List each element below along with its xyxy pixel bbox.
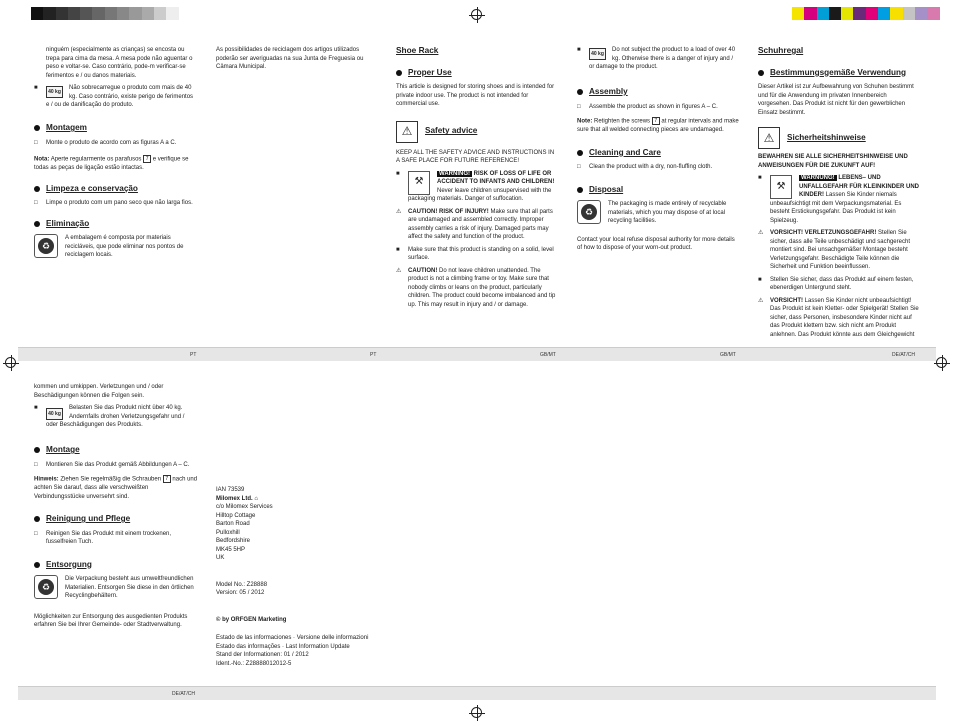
warning-badge: WARNUNG! bbox=[801, 175, 835, 181]
bullet-icon bbox=[34, 186, 40, 192]
weight-40kg-icon: 40 kg bbox=[46, 408, 63, 420]
color-swatch bbox=[804, 7, 816, 20]
color-calibration-bar-left bbox=[31, 7, 179, 20]
gb-note: Note: Retighten the screws 7 at regular intervals and make sure that all welded connecting pieces are undamaged. bbox=[577, 118, 739, 134]
registration-mark-left bbox=[5, 357, 16, 368]
list-item: ⚠ CAUTION! RISK OF INJURY! Make sure that all parts are undamaged and assembled correctly. Improper assembly carries a risk of injury. Damaged parts may affect the safety and function of the product. bbox=[396, 208, 553, 240]
color-swatch bbox=[154, 7, 166, 20]
pt-overload-item: ■ 40 kg Não sobrecarregue o produto com mais de 40 kg. Caso contrário, existe perigo de ferimentos e / ou de danificação do produto. bbox=[34, 85, 194, 108]
color-calibration-bar-right bbox=[792, 7, 940, 20]
registration-mark-bottom bbox=[471, 707, 482, 718]
bullet-icon bbox=[577, 187, 583, 193]
color-swatch bbox=[142, 7, 154, 20]
bullet-icon bbox=[34, 447, 40, 453]
list-item: ⚠ VORSICHT! Lassen Sie Kinder nicht unbeaufsichtigt! Das Produkt ist kein Kletter- oder Spielgerät! Stellen Sie sicher, dass Personen, insbesondere Kinder nicht auf das Produkt klettern bzw. sich nicht am Produkt anlehnen. Das Produkt könnte aus dem Gleichgewicht bbox=[758, 297, 919, 338]
color-swatch bbox=[117, 7, 129, 20]
color-swatch bbox=[129, 7, 141, 20]
page-footer-band-bottom bbox=[18, 686, 936, 700]
color-swatch bbox=[853, 7, 865, 20]
address-line: MK45 5HP bbox=[216, 546, 246, 553]
screw-icon: 7 bbox=[652, 117, 660, 125]
de-overload-item: ■ 40 kg Belasten Sie das Produkt nicht über 40 kg. Andernfalls drohen Verletzungsgefahr und / oder Beschädigungen des Produkts. bbox=[34, 405, 185, 428]
section-heading: Montage bbox=[34, 446, 198, 455]
imprint: IAN 73539 Milomex Ltd. ⌂ c/o Milomex Services Hilltop Cottage Barton Road Pulloxhill Bedfordshire MK45 5HP UK Model No.: Z28888 Version: 05 / 2012 © by ORFGEN Marketing Estado de las informaciones · Versione delle informazioni Estado das informações · Last Information Update Stand der Informationen: 01 / 2012 Ident.-No.: Z28888012012-5 bbox=[216, 486, 386, 668]
color-swatch bbox=[68, 7, 80, 20]
column-gb-2: ■ 40 kg Do not subject the product to a load of over 40 kg. Otherwise there is a danger of injury and / or damage to the product. Assembly □ Assemble the product as shown in figures A – C. Note: Retighten the screws 7 at regular intervals and make sure that all welded connecting pieces are undamaged. Cleaning and Care □ Clean the product with a dry, non-fluffing cloth. Disposal ♻ The packaging is made entirely of recyclable materials, which you may dispose of at local recycling facilities. Contact your local refuse disposal authority for more details of how to dispose of your worn-out product. bbox=[577, 47, 739, 252]
pt-recycling-block: ♻ A embalagem é composta por materiais recicláveis, que pode eliminar nos pontos de reciclagem locais. bbox=[34, 234, 198, 260]
column-de-2: kommen und umkippen. Verletzungen und / oder Beschädigungen können die Folgen sein. ■ 40 kg Belasten Sie das Produkt nicht über 40 kg. Andernfalls drohen Verletzungsgefahr und / oder Beschädigungen des Produkts. Montage □ Montieren Sie das Produkt gemäß Abbildungen A – C. Hinweis: Ziehen Sie regelmäßig die Schrauben 7 nach und achten Sie darauf, dass alle verschweißten Verbindungsstücke unversehrt sind. Reinigung und Pflege □ Reinigen Sie das Produkt mit einem trockenen, fusselfreien Tuch. Entsorgung ♻ Die Verpackung besteht aus umweltfreundlichen Materialien. Entsorgen Sie diese in den örtlichen Recyclingbehältern. Möglichkeiten zur Entsorgung des ausgedienten Produkts erfahren Sie bei Ihrer Gemeinde- oder Stadtverwaltung. bbox=[34, 384, 198, 629]
list-item: □ Monte o produto de acordo com as figuras A a C. bbox=[34, 139, 177, 146]
bullet-icon bbox=[34, 125, 40, 131]
section-heading: Entsorgung bbox=[34, 561, 198, 570]
registration-mark-top bbox=[471, 9, 482, 20]
section-heading: Montagem bbox=[34, 124, 198, 133]
safety-heading: ⚠ Sicherheitshinweise bbox=[758, 127, 920, 149]
page-footer-band-top bbox=[18, 347, 936, 361]
column-de-1: Schuhregal Bestimmungsgemäße Verwendung Dieser Artikel ist zur Aufbewahrung von Schuhen bestimmt und für die Anwendung im privaten Innenbereich vorgesehen. Das Produkt ist nicht für den gewerblichen Einsatz bestimmt. ⚠ Sicherheitshinweise BEWAHREN SIE ALLE SICHERHEITSHINWEISE UND ANWEISUNGEN FÜR DIE ZUKUNFT AUF! ■ ⚒ WARNUNG! LEBENS– UND UNFALLGEFAHR FÜR KLEINKINDER UND KINDER! Lassen Sie Kinder niemals unbeaufsichtigt mit dem Verpackungsmaterial. Es besteht Erstickungsgefahr. Das Produkt ist kein Spielzeug. ⚠ VORSICHT! VERLETZUNGSGEFAHR! Stellen Sie sicher, dass alle Teile unbeschädigt und sachgerecht montiert sind. Bei unsachgemäßer Montage besteht Verletzungsgefahr. Beschädigte Teile können die Sicherheit und Funktion beeinflussen. ■ Stellen Sie sicher, dass das Produkt auf einem festen, ebenerdigen Untergrund steht. ⚠ VORSICHT! Lassen Sie Kinder nicht unbeaufsichtigt! Das Produkt ist kein Kletter- oder Spielgerät! Stellen Sie sicher, dass Personen, insbesondere Kinder nicht auf das Produkt klettern bzw. sich nicht am Produkt anlehnen. Das Produkt könnte aus dem Gleichgewicht bbox=[758, 45, 919, 338]
warning-triangle-icon: ⚠ bbox=[758, 127, 780, 149]
footer-label: DE/AT/CH bbox=[892, 352, 915, 358]
weight-40kg-icon: 40 kg bbox=[589, 48, 606, 60]
recycling-icon: ♻ bbox=[34, 234, 58, 258]
color-swatch bbox=[817, 7, 829, 20]
page-title: Shoe Rack bbox=[396, 45, 439, 55]
list-item: □ Limpe o produto com um pano seco que não larga fios. bbox=[34, 200, 193, 207]
address-line: UK bbox=[216, 555, 225, 561]
warning-triangle-icon: ⚠ bbox=[396, 121, 418, 143]
address-line: Pulloxhill bbox=[216, 529, 240, 536]
address-block bbox=[216, 503, 386, 563]
column-gb-1: Shoe Rack Proper Use This article is designed for storing shoes and is intended for private indoor use. The product is not intended for commercial use. ⚠ Safety advice KEEP ALL THE SAFETY ADVICE AND INSTRUCTIONS IN A SAFE PLACE FOR FUTURE REFERENCE! ■ ⚒ WARNING! RISK OF LOSS OF LIFE OR ACCIDENT TO INFANTS AND CHILDREN! Never leave children unsupervised with the packaging materials. Danger of suffocation. ⚠ CAUTION! RISK OF INJURY! Make sure that all parts are undamaged and assembled correctly. Improper assembly carries a risk of injury. Damaged parts may affect the safety and function of the product. ■ Make sure that this product is standing on a solid, level surface. ⚠ CAUTION! Do not leave children unattended. The product is not a climbing frame or toy. Make sure that nobody climbs or leans on the product, particularly children. The product could become imbalanced and tip up. This may result in injury and / or damage. bbox=[396, 46, 558, 313]
color-swatch bbox=[866, 7, 878, 20]
section-heading: Bestimmungsgemäße Verwendung bbox=[758, 69, 920, 78]
footer-label: DE/AT/CH bbox=[172, 691, 195, 697]
column-pt-1 bbox=[34, 46, 198, 264]
gb-overload-item: ■ 40 kg Do not subject the product to a load of over 40 kg. Otherwise there is a danger of injury and / or damage to the product. bbox=[577, 47, 736, 70]
pt-intro: ninguém (especialmente as crianças) se encosta ou trepa para cima da mesa. A mesa pode não aguentar o peso e voltar-se. Caso contrário, pode-m verificar-se ferimentos e / ou danos materiais. bbox=[46, 47, 193, 79]
address-line: Bedfordshire bbox=[216, 538, 251, 544]
color-swatch bbox=[841, 7, 853, 20]
footer-label: GB/MT bbox=[720, 352, 736, 358]
footer-label: PT bbox=[190, 352, 197, 358]
list-item: ⚠ CAUTION! Do not leave children unattended. The product is not a climbing frame or toy. Make sure that nobody climbs or leans on the product, particularly children. The product could become imbalanced and tip up. This may result in injury and / or damage. bbox=[396, 267, 556, 308]
color-swatch bbox=[829, 7, 841, 20]
section-heading: Reinigung und Pflege bbox=[34, 515, 198, 524]
recycling-icon: ♻ bbox=[34, 575, 58, 599]
footer-label: PT bbox=[370, 352, 377, 358]
bullet-icon bbox=[34, 516, 40, 522]
page-title: Schuhregal bbox=[758, 45, 804, 55]
child-warning-icon: ⚒ bbox=[408, 171, 430, 195]
address-line: Hilltop Cottage bbox=[216, 512, 256, 519]
address-line: c/o Milomex Services bbox=[216, 504, 273, 510]
registration-mark-right bbox=[936, 357, 947, 368]
color-swatch bbox=[927, 7, 939, 20]
section-heading: Proper Use bbox=[396, 69, 558, 78]
warning-badge: WARNING! bbox=[439, 170, 470, 177]
safety-heading: ⚠ Safety advice bbox=[396, 121, 558, 143]
gb-recycling-block: ♻ The packaging is made entirely of recyclable materials, which you may dispose of at local recycling facilities. bbox=[577, 200, 739, 226]
de-warning-item: ■ ⚒ WARNUNG! LEBENS– UND UNFALLGEFAHR FÜR KLEINKINDER UND KINDER! Lassen Sie Kinder niemals unbeaufsichtigt mit dem Verpackungsmaterial. Es besteht Erstickungsgefahr. Das Produkt ist kein Spielzeug. bbox=[758, 175, 919, 224]
color-swatch bbox=[31, 7, 43, 20]
list-item: □ Reinigen Sie das Produkt mit einem trockenen, fusselfreien Tuch. bbox=[34, 530, 172, 546]
list-item: ■ Make sure that this product is standing on a solid, level surface. bbox=[396, 246, 554, 261]
color-swatch bbox=[792, 7, 804, 20]
list-item: □ Clean the product with a dry, non-fluffing cloth. bbox=[577, 164, 713, 171]
company-name: Milomex Ltd. ⌂ bbox=[216, 495, 258, 502]
column-pt-2 bbox=[216, 46, 378, 76]
address-line: Barton Road bbox=[216, 521, 250, 527]
de-recycling-block: ♻ Die Verpackung besteht aus umweltfreundlichen Materialien. Entsorgen Sie diese in den örtlichen Recyclingbehältern. bbox=[34, 575, 198, 601]
color-swatch bbox=[56, 7, 68, 20]
recycling-icon: ♻ bbox=[577, 200, 601, 224]
bullet-icon bbox=[758, 70, 764, 76]
list-item: ⚠ VORSICHT! VERLETZUNGSGEFAHR! Stellen Sie sicher, dass alle Teile unbeschädigt und sachgerecht montiert sind. Bei unsachgemäßer Montage besteht Verletzungsgefahr. Beschädigte Teile können die Sicherheit und Funktion beeinflussen. bbox=[758, 230, 910, 270]
color-swatch bbox=[903, 7, 915, 20]
list-item: □ Assemble the product as shown in figures A – C. bbox=[577, 103, 718, 110]
color-swatch bbox=[915, 7, 927, 20]
bullet-icon bbox=[577, 89, 583, 95]
section-heading: Eliminação bbox=[34, 220, 198, 229]
pt-note: Nota: Aperte regularmente os parafusos 7 e verifique se todas as peças de ligação estão intactas. bbox=[34, 156, 189, 172]
section-heading: Limpeza e conservação bbox=[34, 185, 198, 194]
screw-icon: 7 bbox=[143, 155, 151, 163]
pt-recycling-info: As possibilidades de reciclagem dos artigos utilizados poderão ser averiguadas na sua Junta de Freguesia ou Câmara Municipal. bbox=[216, 47, 364, 70]
color-swatch bbox=[43, 7, 55, 20]
footer-label: GB/MT bbox=[540, 352, 556, 358]
address-icon: ⌂ bbox=[254, 495, 258, 502]
list-item: ■ Stellen Sie sicher, dass das Produkt auf einem festen, ebenerdigen Untergrund steht. bbox=[758, 276, 914, 291]
bullet-icon bbox=[577, 150, 583, 156]
child-warning-icon: ⚒ bbox=[770, 175, 792, 199]
de-note: Hinweis: Ziehen Sie regelmäßig die Schrauben 7 nach und achten Sie darauf, dass alle verschweißten Verbindungsstücke unversehrt sind. bbox=[34, 476, 198, 500]
color-swatch bbox=[166, 7, 178, 20]
color-swatch bbox=[878, 7, 890, 20]
section-heading: Cleaning and Care bbox=[577, 149, 739, 158]
bullet-icon bbox=[34, 562, 40, 568]
gb-warning-item: ■ ⚒ WARNING! RISK OF LOSS OF LIFE OR ACCIDENT TO INFANTS AND CHILDREN! Never leave children unsupervised with the packaging materials. Danger of suffocation. bbox=[396, 170, 555, 202]
color-swatch bbox=[80, 7, 92, 20]
color-swatch bbox=[92, 7, 104, 20]
color-swatch bbox=[890, 7, 902, 20]
list-item: □ Montieren Sie das Produkt gemäß Abbildungen A – C. bbox=[34, 461, 190, 468]
section-heading: Disposal bbox=[577, 186, 739, 195]
weight-40kg-icon: 40 kg bbox=[46, 86, 63, 98]
bullet-icon bbox=[396, 70, 402, 76]
screw-icon: 7 bbox=[163, 475, 171, 483]
section-heading: Assembly bbox=[577, 88, 739, 97]
bullet-icon bbox=[34, 221, 40, 227]
color-swatch bbox=[105, 7, 117, 20]
